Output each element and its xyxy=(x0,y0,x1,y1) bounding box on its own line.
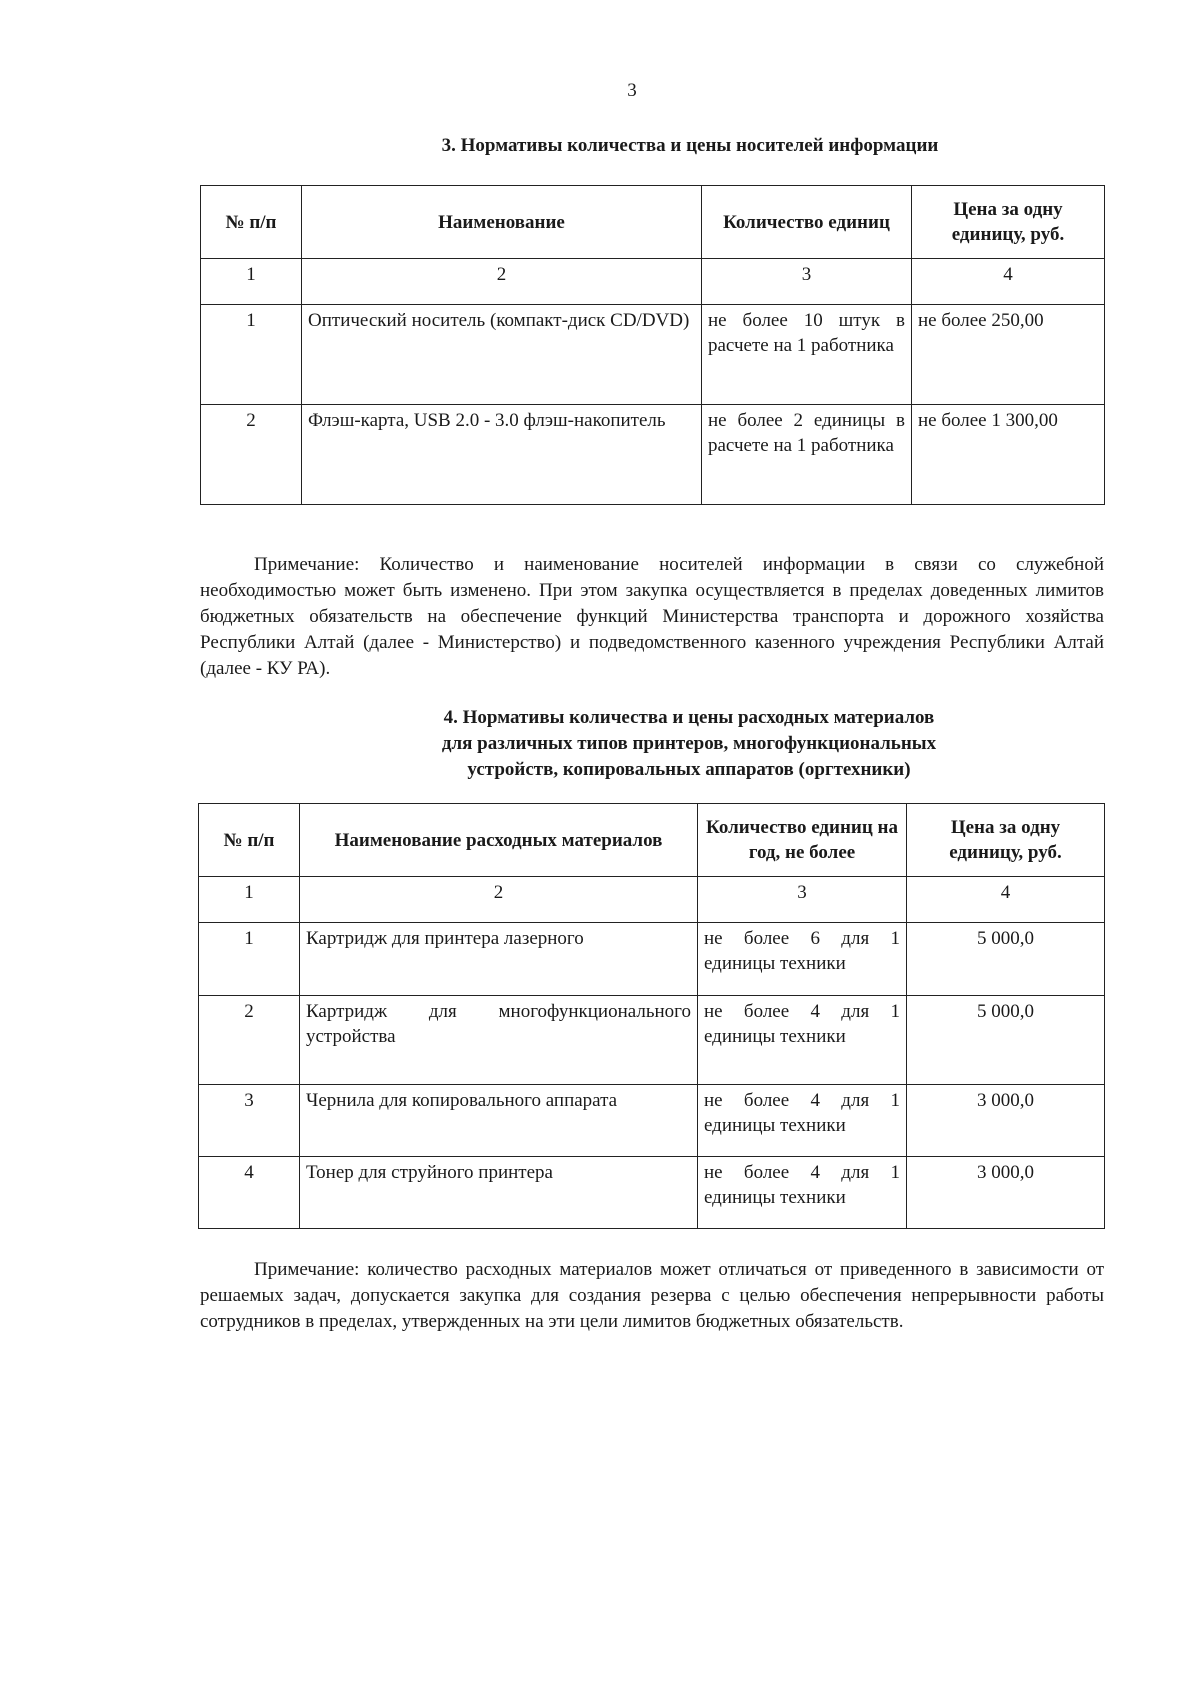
page-number: 3 xyxy=(627,80,637,101)
header-number: № п/п xyxy=(201,186,302,259)
table-row xyxy=(201,405,1105,505)
item-price: 5 000,0 xyxy=(907,996,1105,1085)
item-name: Тонер для струйного принтера xyxy=(300,1157,698,1229)
item-price: не более 1 300,00 xyxy=(912,405,1105,505)
column-number: 3 xyxy=(698,877,907,923)
item-name: Оптический носитель (компакт-диск CD/DVD) xyxy=(302,305,702,405)
column-number: 3 xyxy=(702,259,912,305)
item-price: не более 250,00 xyxy=(912,305,1105,405)
row-number: 2 xyxy=(201,405,302,505)
item-quantity: не более 4 для 1 единицы техники xyxy=(698,1085,907,1157)
row-number: 1 xyxy=(199,923,300,996)
consumables-table xyxy=(198,803,1105,1229)
item-quantity: не более 2 единицы в расчете на 1 работника xyxy=(702,405,912,505)
header-quantity: Количество единиц на год, не более xyxy=(698,804,907,877)
column-number: 1 xyxy=(201,259,302,305)
section-4-title-line: 4. Нормативы количества и цены расходных материалов xyxy=(443,707,935,728)
section-4-title-line: для различных типов принтеров, многофункциональных xyxy=(441,733,937,754)
item-price: 5 000,0 xyxy=(907,923,1105,996)
item-quantity: не более 6 для 1 единицы техники xyxy=(698,923,907,996)
section-4-note: Примечание: количество расходных материалов может отличаться от приведенного в зависимости от решаемых задач, допускается закупка для создания резерва с целью обеспечения непрерывности работы сотрудников в пределах, утвержденных на эти цели лимитов бюджетных обязательств. xyxy=(200,1259,1104,1332)
table-header-row xyxy=(199,804,1105,877)
column-number: 2 xyxy=(302,259,702,305)
header-price: Цена за одну единицу, руб. xyxy=(907,804,1105,877)
row-number: 3 xyxy=(199,1085,300,1157)
row-number: 2 xyxy=(199,996,300,1085)
header-quantity: Количество единиц xyxy=(702,186,912,259)
column-number: 4 xyxy=(907,877,1105,923)
column-number: 1 xyxy=(199,877,300,923)
storage-media-table xyxy=(200,185,1105,505)
item-name: Флэш-карта, USB 2.0 - 3.0 флэш-накопитель xyxy=(302,405,702,505)
item-name: Картридж для многофункционального устройства xyxy=(300,996,698,1085)
header-name: Наименование xyxy=(302,186,702,259)
table-row xyxy=(201,305,1105,405)
table-row xyxy=(199,1085,1105,1157)
item-name: Чернила для копировального аппарата xyxy=(300,1085,698,1157)
column-number-row xyxy=(199,877,1105,923)
column-number: 2 xyxy=(300,877,698,923)
item-quantity: не более 4 для 1 единицы техники xyxy=(698,1157,907,1229)
item-quantity: не более 10 штук в расчете на 1 работника xyxy=(702,305,912,405)
item-name: Картридж для принтера лазерного xyxy=(300,923,698,996)
row-number: 4 xyxy=(199,1157,300,1229)
section-3-title: 3. Нормативы количества и цены носителей информации xyxy=(441,135,939,156)
table-row xyxy=(199,923,1105,996)
header-name: Наименование расходных материалов xyxy=(300,804,698,877)
item-price: 3 000,0 xyxy=(907,1085,1105,1157)
table-header-row xyxy=(201,186,1105,259)
header-number: № п/п xyxy=(199,804,300,877)
item-quantity: не более 4 для 1 единицы техники xyxy=(698,996,907,1085)
table-row xyxy=(199,996,1105,1085)
section-4-title xyxy=(189,705,1189,783)
row-number: 1 xyxy=(201,305,302,405)
section-3-note: Примечание: Количество и наименование носителей информации в связи со служебной необходимостью может быть изменено. При этом закупка осуществляется в пределах доведенных лимитов бюджетных обязательств на обеспечение функций Министерства транспорта и дорожного хозяйства Республики Алтай (далее - Министерство) и подведомственного казенного учреждения Республики Алтай (далее - КУ РА). xyxy=(200,554,1104,679)
column-number-row xyxy=(201,259,1105,305)
table-row xyxy=(199,1157,1105,1229)
item-price: 3 000,0 xyxy=(907,1157,1105,1229)
header-price: Цена за одну единицу, руб. xyxy=(912,186,1105,259)
column-number: 4 xyxy=(912,259,1105,305)
section-4-title-line: устройств, копировальных аппаратов (оргтехники) xyxy=(467,759,911,780)
